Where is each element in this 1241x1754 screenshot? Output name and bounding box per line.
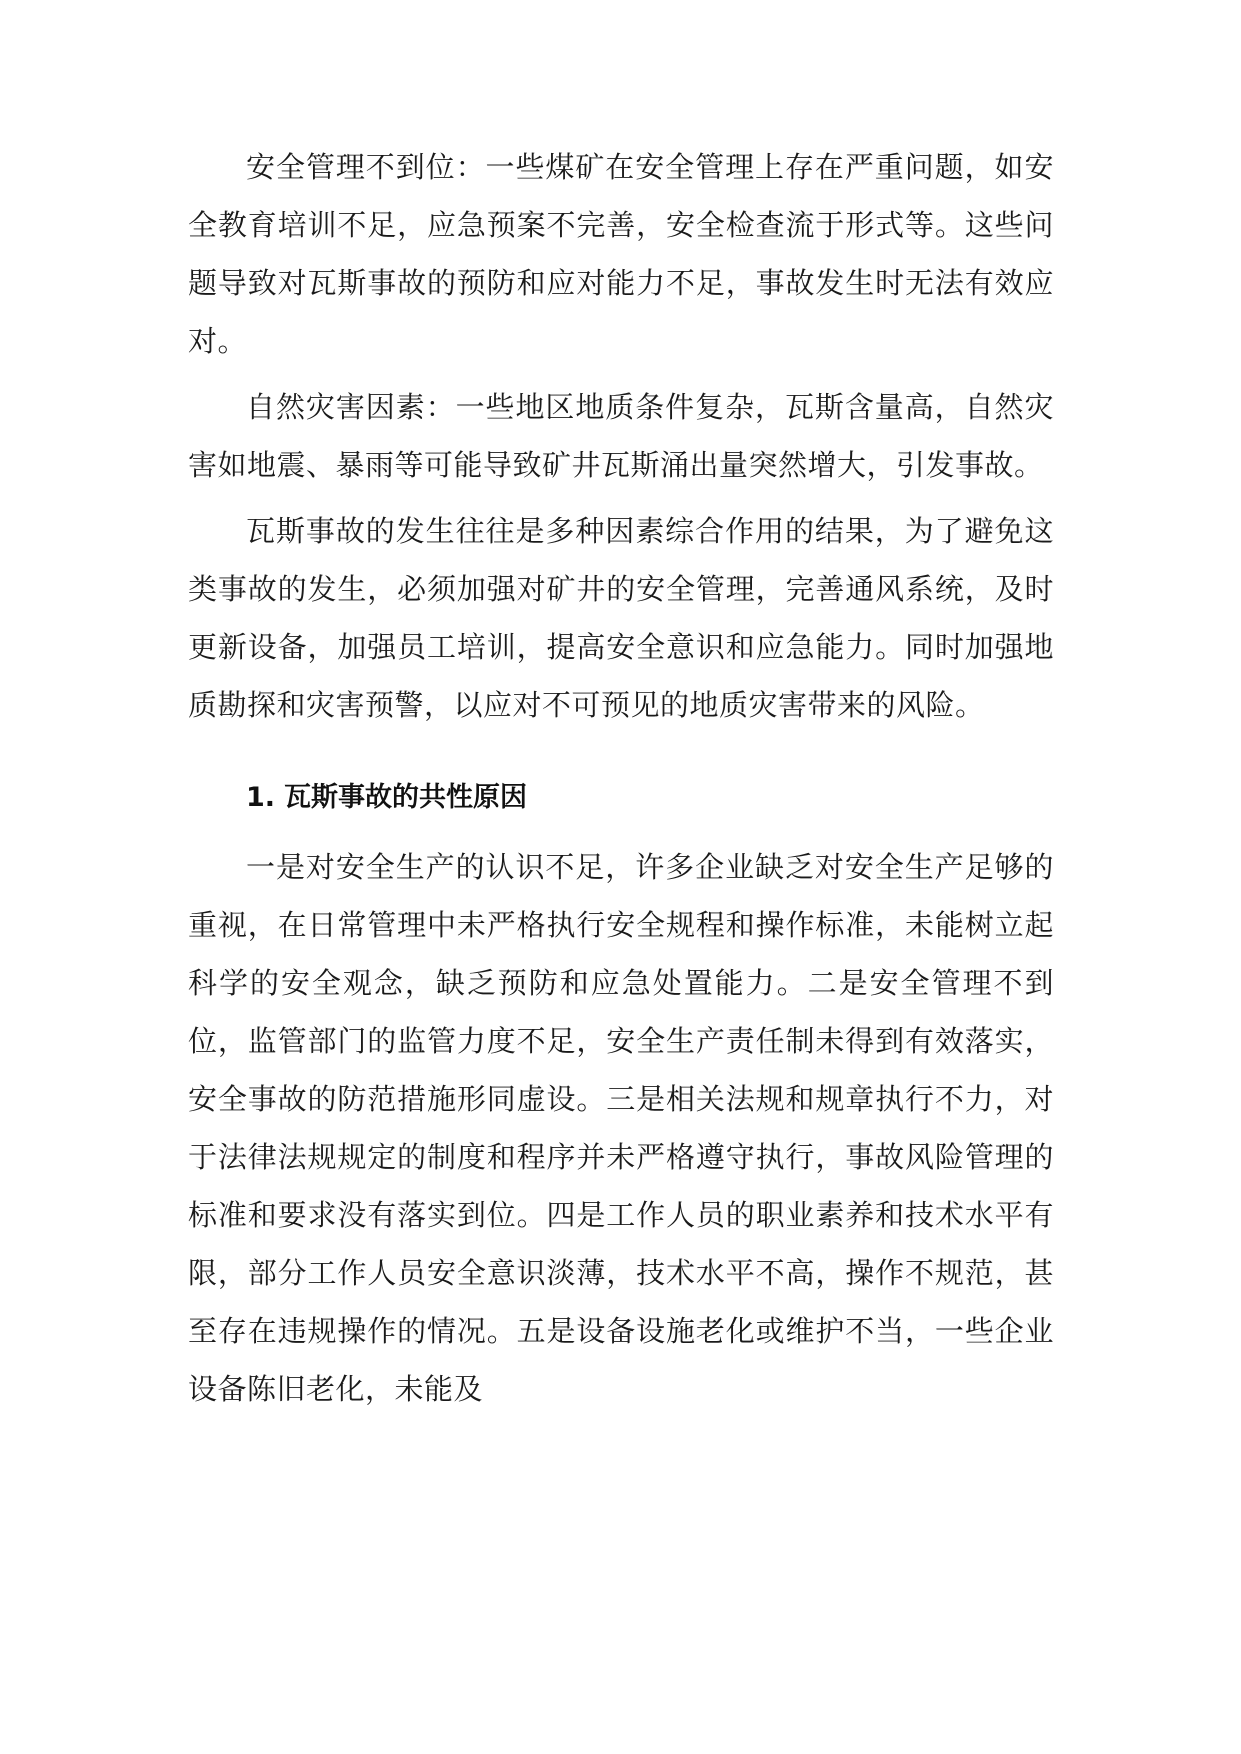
document-body: [188, 138, 1054, 1418]
paragraph-summary: 瓦斯事故的发生往往是多种因素综合作用的结果，为了避免这类事故的发生，必须加强对矿井的安全管理，完善通风系统，及时更新设备，加强员工培训，提高安全意识和应急能力。同时加强地质勘探和灾害预警，以应对不可预见的地质灾害带来的风险。: [188, 514, 1054, 722]
paragraph-natural-disaster: 自然灾害因素：一些地区地质条件复杂，瓦斯含量高，自然灾害如地震、暴雨等可能导致矿井瓦斯涌出量突然增大，引发事故。: [188, 390, 1054, 482]
section-heading: [188, 770, 1054, 826]
section-number: 1.: [246, 782, 276, 813]
paragraph-safety-management: 安全管理不到位：一些煤矿在安全管理上存在严重问题，如安全教育培训不足，应急预案不完善，安全检查流于形式等。这些问题导致对瓦斯事故的预防和应对能力不足，事故发生时无法有效应对。: [188, 150, 1054, 358]
section-title: 瓦斯事故的共性原因: [284, 782, 527, 813]
paragraph-common-causes: 一是对安全生产的认识不足，许多企业缺乏对安全生产足够的重视，在日常管理中未严格执行安全规程和操作标准，未能树立起科学的安全观念，缺乏预防和应急处置能力。二是安全管理不到位，监管部门的监管力度不足，安全生产责任制未得到有效落实，安全事故的防范措施形同虚设。三是相关法规和规章执行不力，对于法律法规规定的制度和程序并未严格遵守执行，事故风险管理的标准和要求没有落实到位。四是工作人员的职业素养和技术水平有限，部分工作人员安全意识淡薄，技术水平不高，操作不规范，甚至存在违规操作的情况。五是设备设施老化或维护不当，一些企业设备陈旧老化，未能及: [188, 850, 1054, 1406]
